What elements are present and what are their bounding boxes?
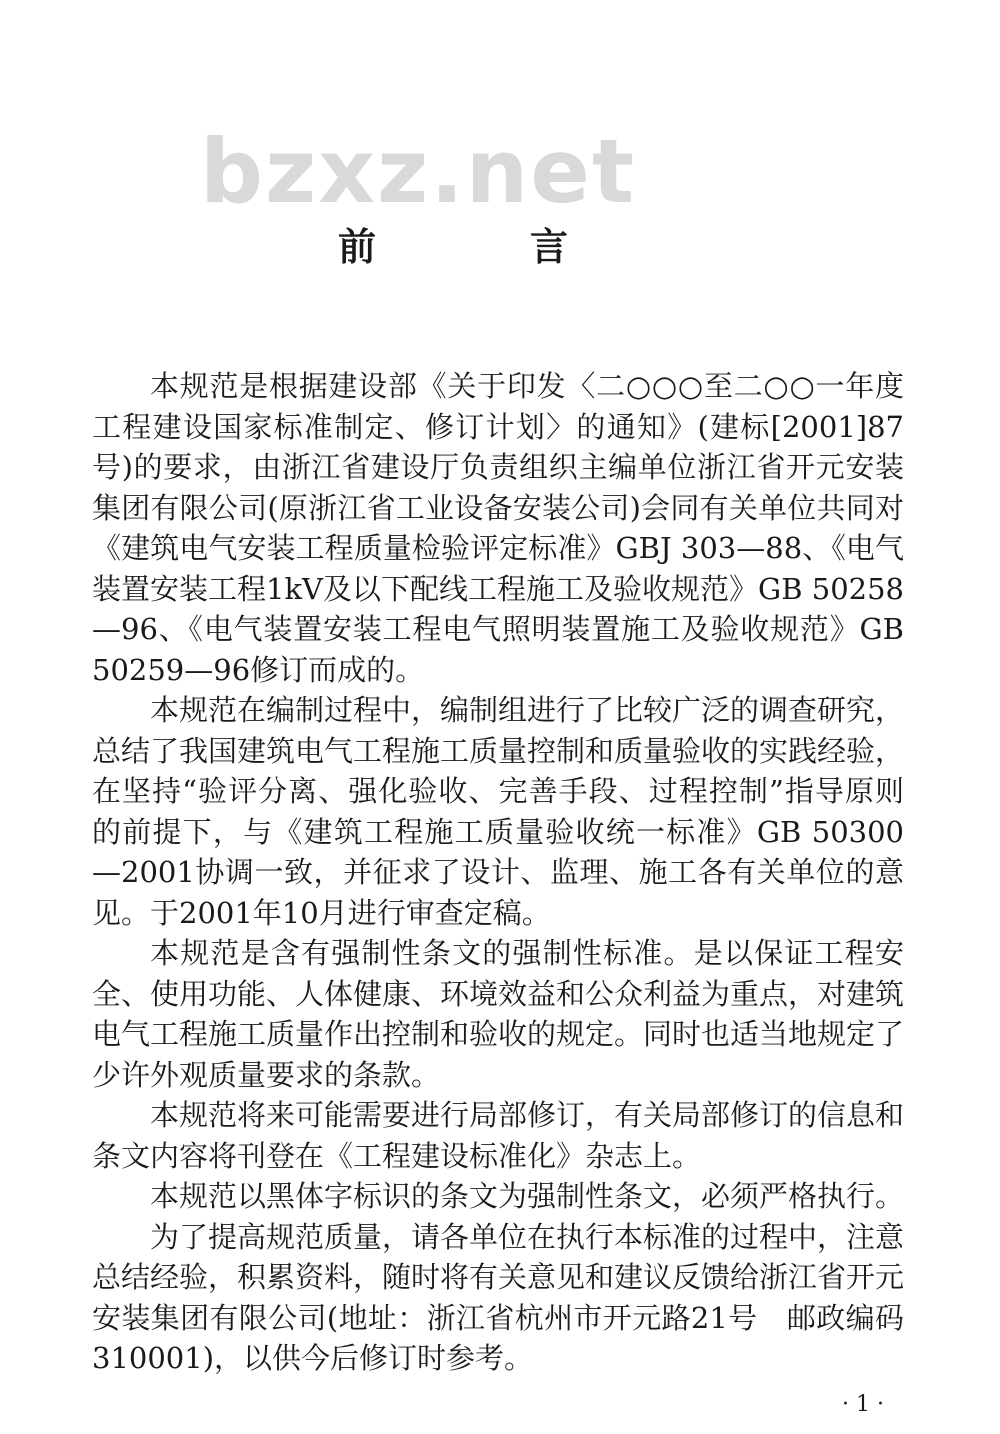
paragraph: 本规范在编制过程中，编制组进行了比较广泛的调查研究，总结了我国建筑电气工程施工质量控制和质量验收的实践经验，在坚持“验评分离、强化验收、完善手段、过程控制”指导原则的前提下，与《建筑工程施工质量验收统一标准》GB 50300—2001协调一致，并征求了设计、监理、施工各有关单位的意见。于2001年10月进行审查定稿。 [92, 693, 905, 930]
page-number: · 1 · [842, 1392, 884, 1417]
paragraph: 本规范以黑体字标识的条文为强制性条文，必须严格执行。 [150, 1179, 905, 1213]
watermark: bzxz.net [200, 120, 637, 223]
paragraph: 本规范是含有强制性条文的强制性标准。是以保证工程安全、使用功能、人体健康、环境效益和公众利益为重点，对建筑电气工程施工质量作出控制和验收的规定。同时也适当地规定了少许外观质量要求的条款。 [92, 936, 905, 1092]
foreword-body [92, 366, 904, 1379]
paragraph: 本规范是根据建设部《关于印发〈二○○○至二○○一年度工程建设国家标准制定、修订计划〉的通知》(建标[2001]87号)的要求，由浙江省建设厅负责组织主编单位浙江省开元安装集团有限公司(原浙江省工业设备安装公司)会同有关单位共同对《建筑电气安装工程质量检验评定标准》GBJ 303—88、《电气装置安装工程1kV及以下配线工程施工及验收规范》GB 50258—96、《电气装置安装工程电气照明装置施工及验收规范》GB 50259—96修订而成的。 [92, 369, 904, 687]
paragraph: 本规范将来可能需要进行局部修订，有关局部修订的信息和条文内容将刊登在《工程建设标准化》杂志上。 [92, 1098, 905, 1173]
page-title: 前 言 [337, 225, 626, 269]
paragraph: 为了提高规范质量，请各单位在执行本标准的过程中，注意总结经验，积累资料，随时将有关意见和建议反馈给浙江省开元安装集团有限公司(地址：浙江省杭州市开元路21号 邮政编码310001)，以供今后修订时参考。 [92, 1219, 905, 1375]
